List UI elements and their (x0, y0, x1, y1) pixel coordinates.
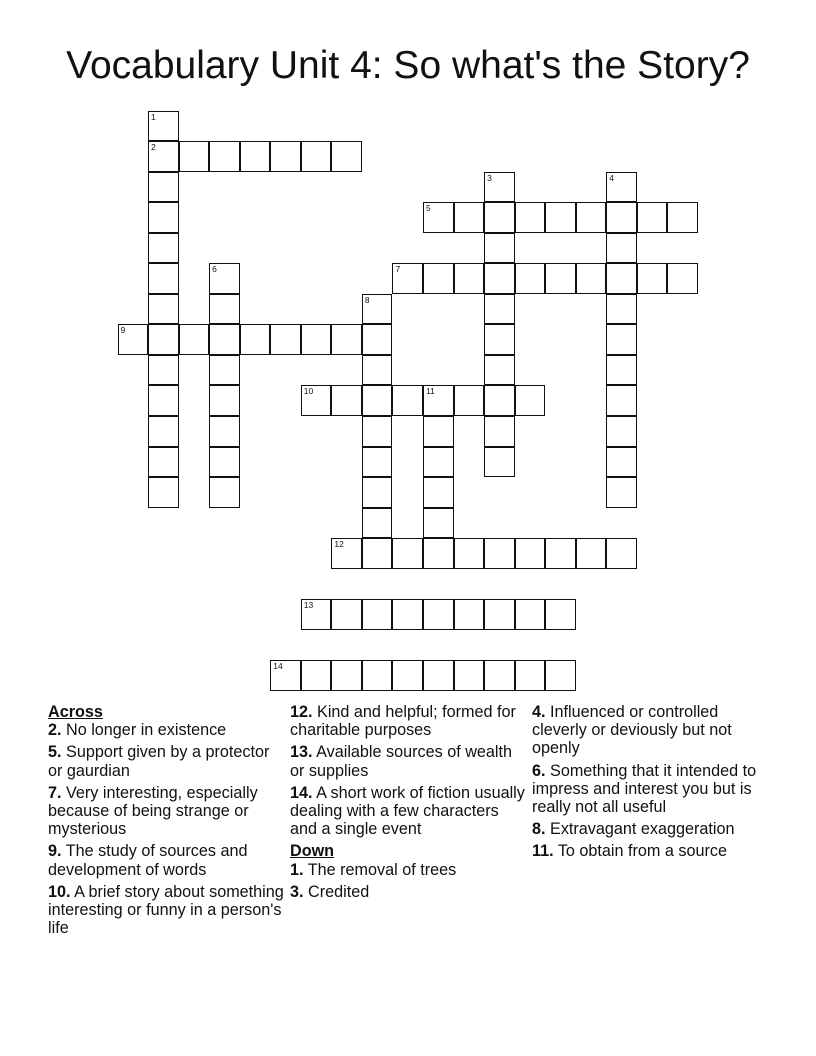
clue-number: 11 (426, 386, 435, 397)
grid-cell[interactable] (515, 263, 546, 294)
grid-cell[interactable] (484, 233, 515, 264)
grid-cell[interactable] (423, 660, 454, 691)
grid-cell[interactable] (606, 324, 637, 355)
grid-cell[interactable] (362, 385, 393, 416)
down-clue (290, 861, 526, 879)
clue-text: Something that it intended to impress and interest you but is really not all useful (532, 761, 757, 817)
across-clue (290, 784, 526, 839)
grid-cell[interactable] (148, 111, 179, 142)
grid-cell[interactable] (209, 477, 240, 508)
grid-cell[interactable] (209, 263, 240, 294)
grid-cell[interactable] (423, 416, 454, 447)
grid-cell[interactable] (392, 385, 423, 416)
grid-cell[interactable] (362, 508, 393, 539)
clue-number: 2 (151, 142, 156, 153)
clue-num: 6. (532, 761, 546, 780)
grid-cell[interactable] (362, 599, 393, 630)
grid-cell[interactable] (545, 538, 576, 569)
clue-number: 7 (395, 264, 401, 275)
grid-cell[interactable] (667, 202, 698, 233)
down-clue (532, 842, 768, 860)
clue-text: The removal of trees (307, 860, 457, 879)
grid-cell[interactable] (118, 324, 149, 355)
down-clue (532, 820, 768, 838)
grid-cell[interactable] (301, 599, 332, 630)
clue-text: Available sources of wealth or supplies (290, 743, 512, 780)
grid-cell[interactable] (362, 416, 393, 447)
clue-text: Very interesting, especially because of being strange or mysterious (48, 783, 258, 839)
grid-cell[interactable] (148, 324, 179, 355)
clue-number: 4 (609, 172, 615, 183)
grid-cell[interactable] (362, 447, 393, 478)
clue-text: A brief story about something interesting or funny in a person's life (48, 882, 284, 938)
grid-cell[interactable] (209, 385, 240, 416)
grid-cell[interactable] (484, 538, 515, 569)
grid-cell[interactable] (637, 202, 668, 233)
grid-cell[interactable] (362, 660, 393, 691)
grid-cell[interactable] (301, 141, 332, 172)
grid-cell[interactable] (454, 660, 485, 691)
clue-number: 8 (364, 294, 370, 305)
down-clue (532, 762, 768, 817)
clues-column-2 (290, 703, 526, 905)
across-clue (48, 743, 284, 779)
clue-text: Extravagant exaggeration (550, 820, 735, 839)
grid-cell[interactable] (209, 416, 240, 447)
grid-cell[interactable] (484, 324, 515, 355)
grid-cell[interactable] (423, 202, 454, 233)
down-clue (532, 703, 768, 758)
across-clue (290, 703, 526, 739)
clue-number: 13 (303, 600, 314, 611)
clues-column-3 (532, 703, 768, 865)
clue-text: No longer in existence (66, 721, 227, 740)
across-clue (48, 883, 284, 938)
across-clue (48, 721, 284, 739)
clue-number: 10 (303, 386, 314, 397)
across-clue (48, 842, 284, 878)
grid-cell[interactable] (148, 294, 179, 325)
grid-cell[interactable] (606, 385, 637, 416)
grid-cell[interactable] (301, 385, 332, 416)
grid-cell[interactable] (362, 538, 393, 569)
grid-cell[interactable] (148, 447, 179, 478)
grid-cell[interactable] (270, 141, 301, 172)
grid-cell[interactable] (606, 263, 637, 294)
grid-cell[interactable] (331, 324, 362, 355)
grid-cell[interactable] (606, 416, 637, 447)
grid-cell[interactable] (545, 263, 576, 294)
grid-cell[interactable] (606, 294, 637, 325)
grid-cell[interactable] (148, 202, 179, 233)
clue-text: Influenced or controlled cleverly or deviously but not openly (532, 703, 732, 758)
grid-cell[interactable] (148, 385, 179, 416)
grid-cell[interactable] (392, 538, 423, 569)
clue-num: 4. (532, 703, 546, 721)
clue-num: 5. (48, 743, 62, 762)
clue-text: The study of sources and development of words (48, 842, 248, 879)
grid-cell[interactable] (179, 141, 210, 172)
grid-cell[interactable] (484, 385, 515, 416)
grid-cell[interactable] (454, 599, 485, 630)
clue-num: 10. (48, 882, 71, 901)
down-header: Down (290, 842, 335, 861)
grid-cell[interactable] (362, 355, 393, 386)
clue-num: 1. (290, 860, 304, 879)
grid-cell[interactable] (667, 263, 698, 294)
grid-cell[interactable] (209, 355, 240, 386)
grid-cell[interactable] (576, 538, 607, 569)
clue-num: 3. (290, 882, 304, 901)
grid-cell[interactable] (270, 660, 301, 691)
grid-cell[interactable] (454, 385, 485, 416)
grid-cell[interactable] (484, 599, 515, 630)
grid-cell[interactable] (423, 599, 454, 630)
grid-cell[interactable] (148, 477, 179, 508)
grid-cell[interactable] (270, 324, 301, 355)
across-clue (48, 784, 284, 839)
grid-cell[interactable] (209, 294, 240, 325)
clue-text: Support given by a protector or gaurdian (48, 743, 270, 780)
grid-cell[interactable] (423, 477, 454, 508)
grid-cell[interactable] (179, 324, 210, 355)
grid-cell[interactable] (331, 385, 362, 416)
grid-cell[interactable] (484, 294, 515, 325)
grid-cell[interactable] (423, 508, 454, 539)
grid-cell[interactable] (454, 538, 485, 569)
clue-text: Credited (308, 882, 370, 901)
grid-cell[interactable] (148, 263, 179, 294)
grid-cell[interactable] (331, 141, 362, 172)
grid-cell[interactable] (362, 324, 393, 355)
clue-num: 7. (48, 783, 62, 802)
grid-cell[interactable] (637, 263, 668, 294)
grid-cell[interactable] (606, 172, 637, 203)
grid-cell[interactable] (392, 599, 423, 630)
grid-cell[interactable] (209, 447, 240, 478)
grid-cell[interactable] (606, 447, 637, 478)
grid-cell[interactable] (606, 355, 637, 386)
grid-cell[interactable] (576, 202, 607, 233)
grid-cell[interactable] (240, 324, 271, 355)
clue-text: Kind and helpful; formed for charitable purposes (290, 703, 516, 740)
down-clue (290, 883, 526, 901)
clue-number: 14 (273, 661, 283, 672)
grid-cell[interactable] (606, 477, 637, 508)
grid-cell[interactable] (148, 233, 179, 264)
clue-num: 11. (532, 842, 554, 861)
grid-cell[interactable] (423, 385, 454, 416)
grid-cell[interactable] (362, 294, 393, 325)
grid-cell[interactable] (331, 538, 362, 569)
across-header: Across (48, 703, 103, 721)
grid-cell[interactable] (515, 538, 546, 569)
grid-cell[interactable] (423, 538, 454, 569)
grid-cell[interactable] (515, 202, 546, 233)
grid-cell[interactable] (606, 202, 637, 233)
clue-num: 9. (48, 842, 62, 861)
grid-cell[interactable] (545, 599, 576, 630)
clue-num: 8. (532, 820, 546, 839)
grid-cell[interactable] (545, 660, 576, 691)
grid-cell[interactable] (484, 660, 515, 691)
across-clue (290, 743, 526, 779)
grid-cell[interactable] (484, 416, 515, 447)
clue-num: 12. (290, 703, 313, 721)
grid-cell[interactable] (301, 660, 332, 691)
clue-number: 5 (426, 203, 431, 214)
clue-number: 3 (487, 172, 492, 183)
clues-column-1 (48, 703, 284, 941)
grid-cell[interactable] (423, 447, 454, 478)
grid-cell[interactable] (484, 263, 515, 294)
grid-cell[interactable] (515, 599, 546, 630)
grid-cell[interactable] (484, 202, 515, 233)
grid-cell[interactable] (606, 233, 637, 264)
grid-cell[interactable] (148, 416, 179, 447)
grid-cell[interactable] (209, 324, 240, 355)
grid-cell[interactable] (454, 263, 485, 294)
grid-cell[interactable] (331, 599, 362, 630)
grid-cell[interactable] (484, 447, 515, 478)
clue-text: To obtain from a source (557, 842, 727, 861)
grid-cell[interactable] (240, 141, 271, 172)
page-title: Vocabulary Unit 4: So what's the Story? (66, 44, 750, 87)
grid-cell[interactable] (423, 263, 454, 294)
grid-cell[interactable] (392, 660, 423, 691)
clue-number: 6 (212, 264, 217, 275)
clue-number: 12 (334, 539, 344, 550)
clue-number: 1 (151, 111, 156, 122)
grid-cell[interactable] (484, 355, 515, 386)
clue-num: 14. (290, 783, 313, 802)
grid-cell[interactable] (515, 660, 546, 691)
grid-cell[interactable] (576, 263, 607, 294)
grid-cell[interactable] (301, 324, 332, 355)
grid-cell[interactable] (454, 202, 485, 233)
grid-cell[interactable] (545, 202, 576, 233)
grid-cell[interactable] (515, 385, 546, 416)
grid-cell[interactable] (606, 538, 637, 569)
clue-num: 13. (290, 743, 313, 762)
grid-cell[interactable] (209, 141, 240, 172)
grid-cell[interactable] (148, 355, 179, 386)
clue-num: 2. (48, 721, 62, 740)
clue-text: A short work of fiction usually dealing with a few characters and a single event (290, 783, 525, 839)
grid-cell[interactable] (362, 477, 393, 508)
grid-cell[interactable] (392, 263, 423, 294)
grid-cell[interactable] (148, 172, 179, 203)
grid-cell[interactable] (331, 660, 362, 691)
grid-cell[interactable] (148, 141, 179, 172)
grid-cell[interactable] (484, 172, 515, 203)
clue-number: 9 (120, 325, 126, 336)
